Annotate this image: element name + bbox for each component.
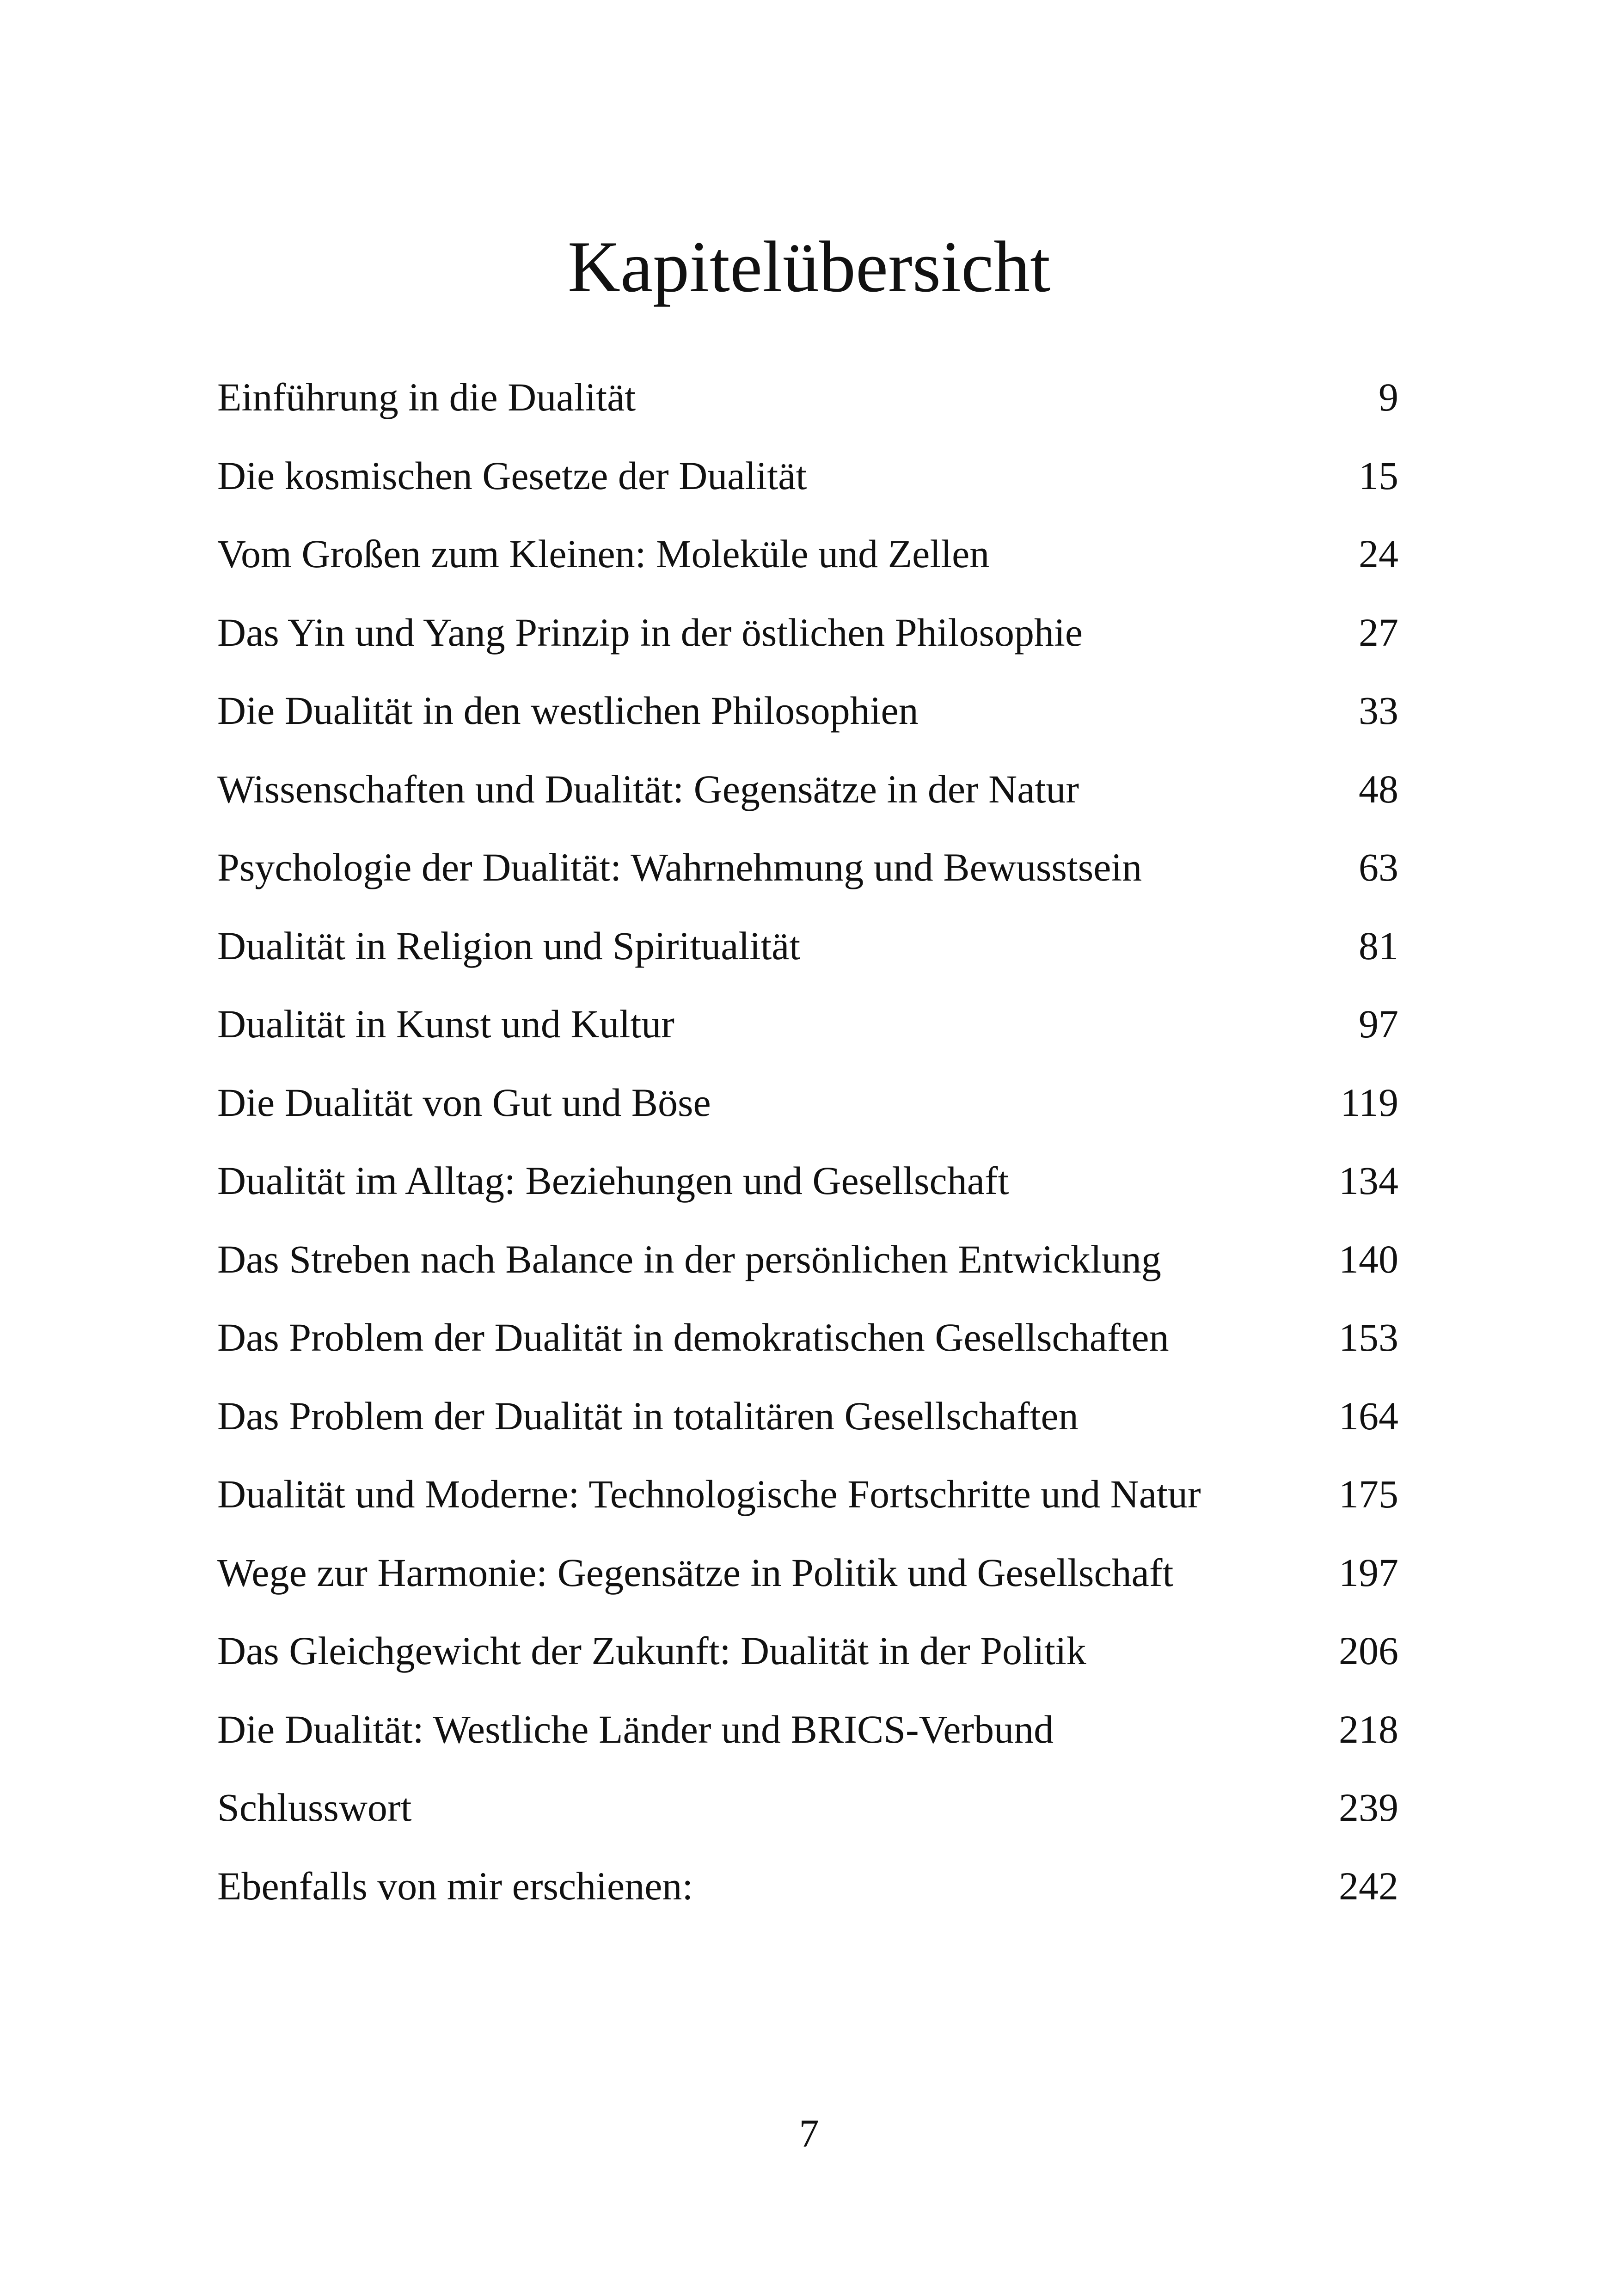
toc-entry-title: Einführung in die Dualität	[217, 375, 636, 419]
toc-entry-page-number: 119	[1340, 1080, 1398, 1125]
toc-entry-title: Die kosmischen Gesetze der Dualität	[217, 453, 807, 498]
toc-entry-page-number: 175	[1339, 1472, 1398, 1516]
toc-entry-title: Dualität in Kunst und Kultur	[217, 1002, 674, 1046]
table-of-contents	[217, 358, 1398, 1925]
toc-entry	[217, 750, 1398, 829]
toc-entry	[217, 1847, 1398, 1926]
toc-entry-page-number: 153	[1339, 1315, 1398, 1359]
toc-entry	[217, 358, 1398, 437]
toc-entry	[217, 1690, 1398, 1769]
toc-entry-title: Dualität in Religion und Spiritualität	[217, 923, 801, 968]
toc-entry-title: Die Dualität von Gut und Böse	[217, 1080, 711, 1125]
toc-entry-page-number: 81	[1359, 923, 1398, 968]
toc-entry-page-number: 9	[1379, 375, 1398, 419]
toc-entry	[217, 1220, 1398, 1299]
toc-entry-title: Schlusswort	[217, 1785, 412, 1830]
toc-entry-title: Das Gleichgewicht der Zukunft: Dualität in der Politik	[217, 1629, 1086, 1673]
toc-entry-title: Die Dualität in den westlichen Philosophien	[217, 688, 919, 733]
toc-entry-title: Das Yin und Yang Prinzip in der östlichen Philosophie	[217, 610, 1083, 655]
toc-entry-page-number: 24	[1359, 532, 1398, 576]
toc-entry-page-number: 134	[1339, 1158, 1398, 1203]
toc-entry-page-number: 218	[1339, 1707, 1398, 1751]
page-title: Kapitelübersicht	[567, 227, 1051, 307]
toc-entry	[217, 828, 1398, 907]
toc-entry-page-number: 140	[1339, 1237, 1398, 1281]
toc-entry	[217, 1142, 1398, 1220]
toc-entry	[217, 594, 1398, 672]
toc-entry-page-number: 48	[1359, 766, 1398, 811]
toc-entry-title: Dualität und Moderne: Technologische Fortschritte und Natur	[217, 1472, 1201, 1516]
page-number: 7	[799, 2111, 819, 2155]
toc-entry-title: Psychologie der Dualität: Wahrnehmung und Bewusstsein	[217, 845, 1142, 889]
toc-entry-page-number: 239	[1339, 1785, 1398, 1830]
toc-entry-page-number: 206	[1339, 1629, 1398, 1673]
toc-entry-title: Vom Großen zum Kleinen: Moleküle und Zellen	[217, 532, 990, 576]
toc-entry-title: Ebenfalls von mir erschienen:	[217, 1863, 693, 1908]
toc-entry-page-number: 242	[1339, 1863, 1398, 1908]
toc-entry-page-number: 33	[1359, 688, 1398, 733]
toc-entry	[217, 907, 1398, 986]
toc-entry-title: Das Problem der Dualität in totalitären Gesellschaften	[217, 1393, 1079, 1438]
toc-entry-page-number: 63	[1359, 845, 1398, 889]
toc-entry-page-number: 164	[1339, 1393, 1398, 1438]
toc-entry-page-number: 15	[1359, 453, 1398, 498]
toc-entry-title: Dualität im Alltag: Beziehungen und Gesellschaft	[217, 1158, 1009, 1203]
toc-entry	[217, 985, 1398, 1064]
toc-entry	[217, 1612, 1398, 1690]
toc-entry	[217, 437, 1398, 515]
toc-entry	[217, 1455, 1398, 1534]
toc-entry-page-number: 197	[1339, 1550, 1398, 1595]
toc-entry-page-number: 27	[1359, 610, 1398, 655]
toc-entry	[217, 672, 1398, 750]
toc-entry	[217, 1534, 1398, 1612]
toc-entry-title: Die Dualität: Westliche Länder und BRICS-Verbund	[217, 1707, 1054, 1751]
toc-entry-title: Wissenschaften und Dualität: Gegensätze in der Natur	[217, 766, 1079, 811]
toc-entry	[217, 1769, 1398, 1847]
toc-entry	[217, 515, 1398, 594]
toc-entry	[217, 1298, 1398, 1377]
toc-entry	[217, 1064, 1398, 1142]
toc-entry-page-number: 97	[1359, 1002, 1398, 1046]
toc-entry	[217, 1377, 1398, 1456]
toc-entry-title: Das Streben nach Balance in der persönlichen Entwicklung	[217, 1237, 1161, 1281]
toc-entry-title: Das Problem der Dualität in demokratischen Gesellschaften	[217, 1315, 1169, 1359]
toc-entry-title: Wege zur Harmonie: Gegensätze in Politik und Gesellschaft	[217, 1550, 1174, 1595]
